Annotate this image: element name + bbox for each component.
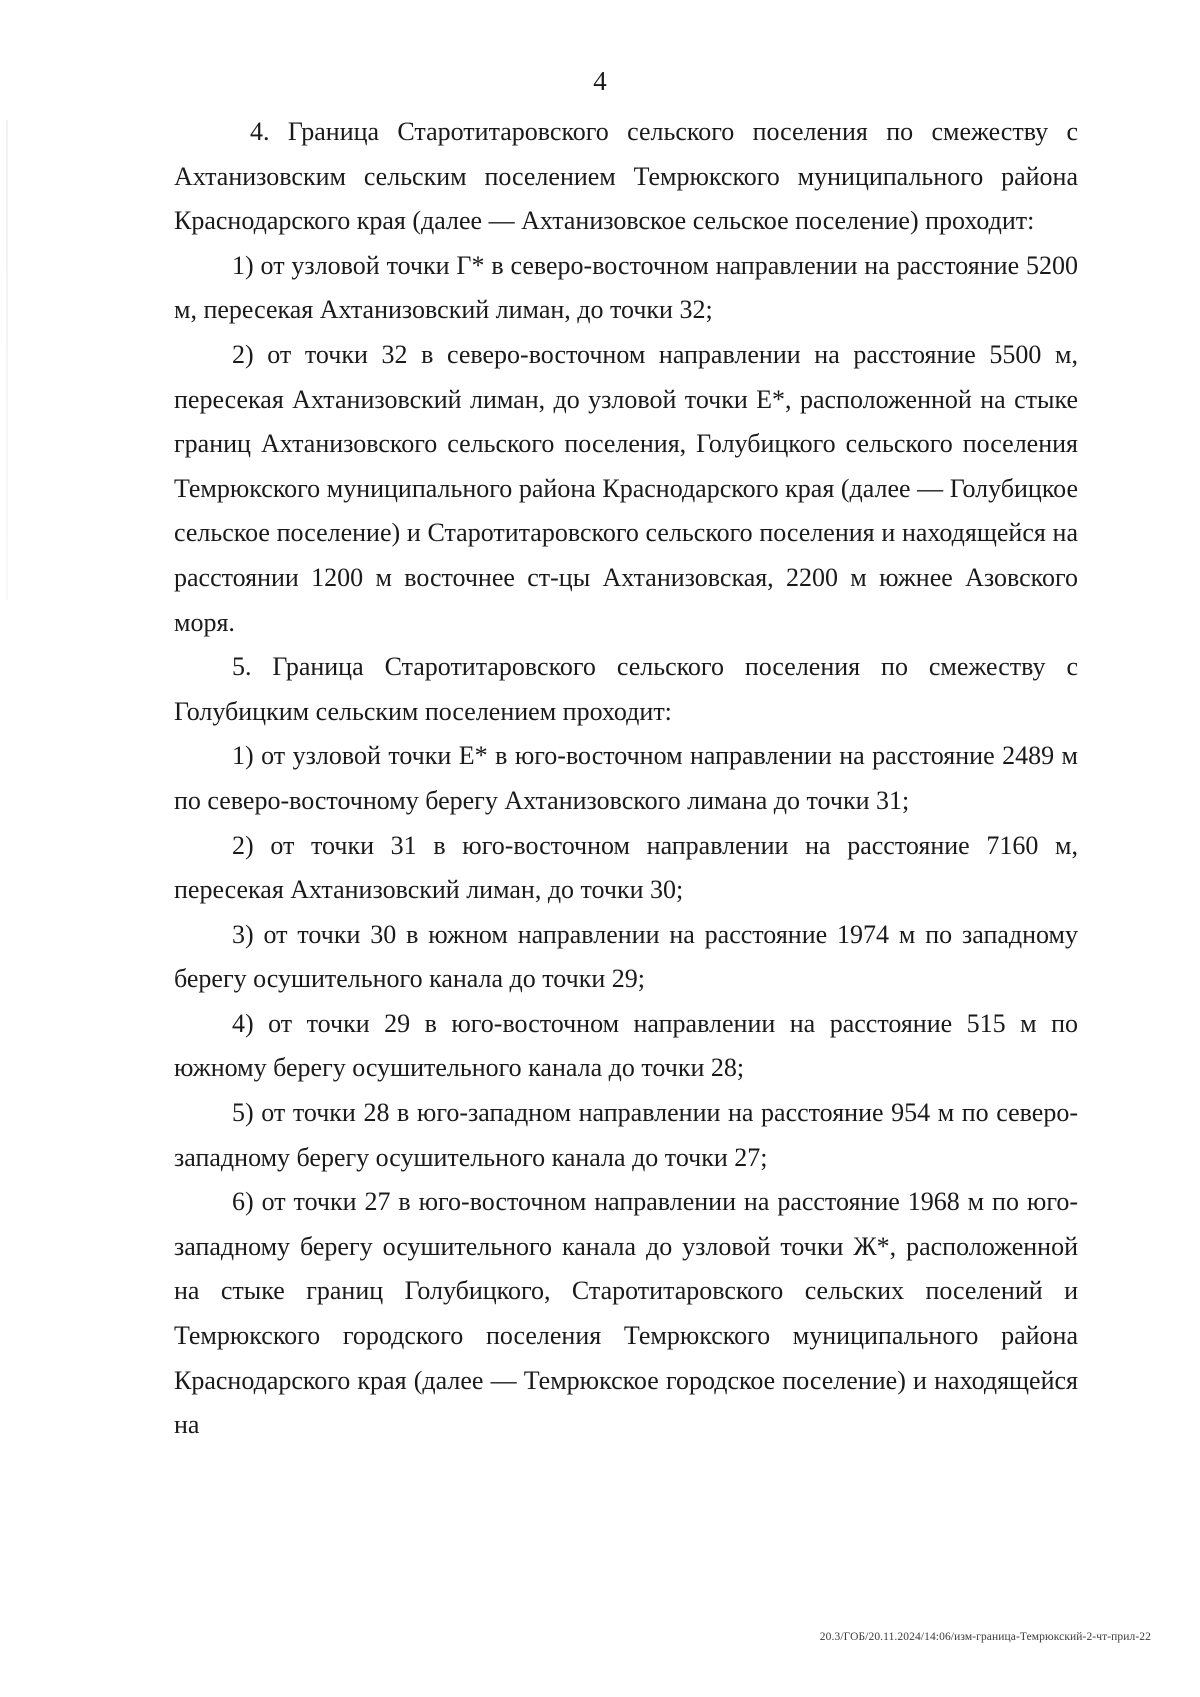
- paragraph-item-5-4: 4) от точки 29 в юго-восточном направлении на расстояние 515 м по южному берегу осушительного канала до точки 28;: [174, 1008, 1078, 1083]
- paragraph-item-5-3: 3) от точки 30 в южном направлении на расстояние 1974 м по западному берегу осушительного канала до точки 29;: [174, 919, 1078, 994]
- paragraph-section-5: 5. Граница Старотитаровского сельского поселения по смежеству с Голубицким сельским поселением проходит:: [174, 652, 1078, 726]
- paragraph-item-4-1: 1) от узловой точки Г* в северо-восточном направлении на расстояние 5200 м, пересекая Ахтанизовский лиман, до точки 32;: [174, 250, 1078, 325]
- document-footer-code: 20.3/ГОБ/20.11.2024/14:06/изм-граница-Темрюкский-2-чт-прил-22: [819, 1631, 1151, 1643]
- paragraph-item-4-2: 2) от точки 32 в северо-восточном направлении на расстояние 5500 м, пересекая Ахтанизовский лиман, до узловой точки Е*, расположенной на стыке границ Ахтанизовского сельского поселения, Голубицкого сельского поселения Темрюкского муниципального района Краснодарского края (далее — Голубицкое сельское поселение) и Старотитаровского сельского поселения и находящейся на расстоянии 1200 м восточнее ст-цы Ахтанизовская, 2200 м южнее Азовского моря.: [174, 339, 1078, 637]
- paragraph-item-5-1: 1) от узловой точки Е* в юго-восточном направлении на расстояние 2489 м по северо-восточному берегу Ахтанизовского лимана до точки 31;: [174, 741, 1078, 815]
- page-number: 4: [593, 66, 607, 96]
- paragraph-section-4: 4. Граница Старотитаровского сельского поселения по смежеству с Ахтанизовским сельским поселением Темрюкского муниципального района Краснодарского края (далее — Ахтанизовское сельское поселение) проходит:: [174, 117, 1078, 236]
- scan-edge-artifact: [6, 120, 8, 600]
- document-body: [174, 110, 1078, 1448]
- paragraph-item-5-2: 2) от точки 31 в юго-восточном направлении на расстояние 7160 м, пересекая Ахтанизовский лиман, до точки 30;: [174, 830, 1078, 905]
- paragraph-item-5-6: 6) от точки 27 в юго-восточном направлении на расстояние 1968 м по юго-западному берегу осушительного канала до узловой точки Ж*, расположенной на стыке границ Голубицкого, Старотитаровского сельских поселений и Темрюкского городского поселения Темрюкского муниципального района Краснодарского края (далее — Темрюкское городское поселение) и находящейся на: [174, 1187, 1078, 1440]
- paragraph-item-5-5: 5) от точки 28 в юго-западном направлении на расстояние 954 м по северо-западному берегу осушительного канала до точки 27;: [174, 1098, 1078, 1172]
